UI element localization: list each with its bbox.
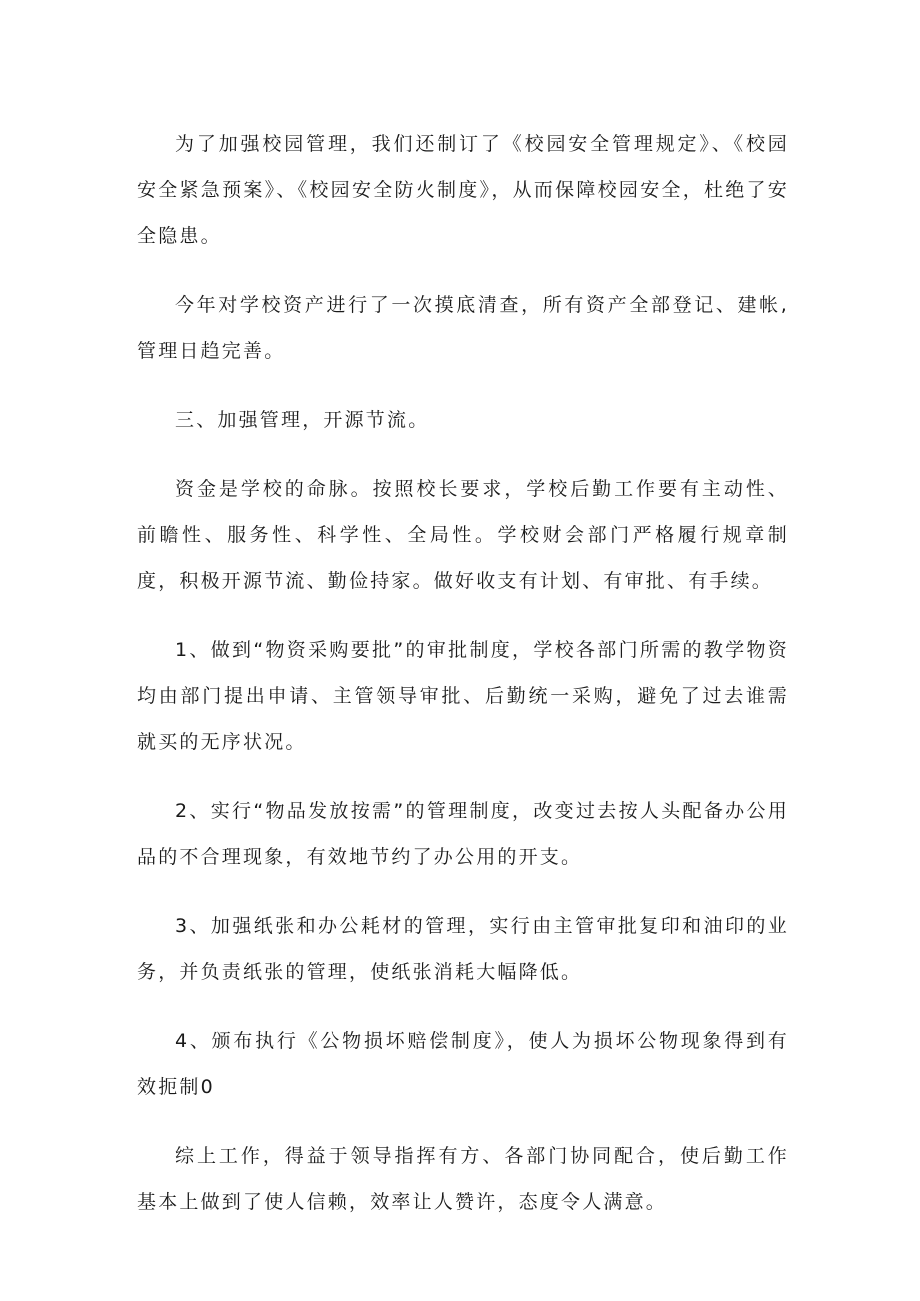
list-item-paper-supplies: 3、加强纸张和办公耗材的管理，实行由主管审批复印和油印的业务，并负责纸张的管理，使纸张消耗大幅降低。 — [137, 915, 789, 983]
paragraph-funding: 资金是学校的命脉。按照校长要求，学校后勤工作要有主动性、前瞻性、服务性、科学性、全局性。学校财会部门严格履行规章制度，积极开源节流、勤俭持家。做好收支有计划、有审批、有手续。 — [137, 478, 789, 592]
paragraph-campus-safety: 为了加强校园管理，我们还制订了《校园安全管理规定》、《校园安全紧急预案》、《校园安全防火制度》，从而保障校园安全，杜绝了安全隐患。 — [137, 133, 789, 247]
list-item-compensation: 4、颁布执行《公物损坏赔偿制度》，使人为损坏公物现象得到有效扼制0 — [137, 1030, 789, 1098]
paragraph-asset-inventory: 今年对学校资产进行了一次摸底清查，所有资产全部登记、建帐,管理日趋完善。 — [137, 294, 789, 362]
document-body — [137, 121, 789, 1248]
list-item-procurement: 1、做到“物资采购要批”的审批制度，学校各部门所需的教学物资均由部门提出申请、主管领导审批、后勤统一采购，避免了过去谁需就买的无序状况。 — [137, 639, 789, 753]
section-heading-management: 三、加强管理，开源节流。 — [175, 409, 430, 431]
paragraph-summary: 综上工作，得益于领导指挥有方、各部门协同配合，使后勤工作基本上做到了使人信赖，效率让人赞许，态度令人满意。 — [137, 1145, 789, 1213]
list-item-distribution: 2、实行“物品发放按需”的管理制度，改变过去按人头配备办公用品的不合理现象，有效地节约了办公用的开支。 — [137, 800, 789, 868]
